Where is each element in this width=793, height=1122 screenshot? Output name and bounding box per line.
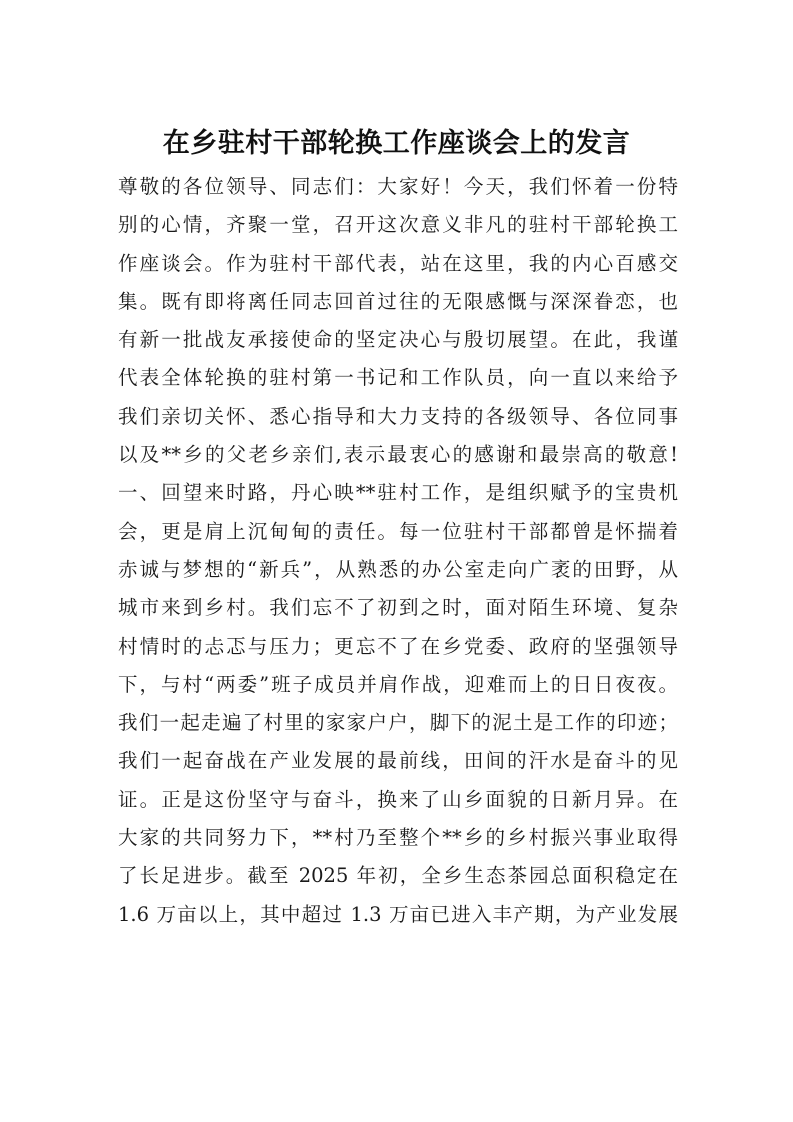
body-line: 我们亲切关怀、悉心指导和大力支持的各级领导、各位同事 — [118, 404, 678, 428]
body-line: 一、回望来时路，丹心映**驻村工作，是组织赋予的宝贵机 — [118, 481, 678, 505]
body-line: 下，与村“两委”班子成员并肩作战，迎难而上的日日夜夜。 — [118, 672, 678, 696]
body-line: 别的心情，齐聚一堂，召开这次意义非凡的驻村干部轮换工 — [118, 213, 678, 237]
body-line: 证。正是这份坚守与奋斗，换来了山乡面貌的日新月异。在 — [118, 787, 678, 811]
body-line: 作座谈会。作为驻村干部代表，站在这里，我的内心百感交 — [118, 251, 678, 275]
body-line: 村情时的忐忑与压力；更忘不了在乡党委、政府的坚强领导 — [118, 634, 678, 658]
body-line: 集。既有即将离任同志回首过往的无限感慨与深深眷恋，也 — [118, 289, 678, 313]
body-line: 我们一起奋战在产业发展的最前线，田间的汗水是奋斗的见 — [118, 749, 678, 773]
document-body — [118, 168, 678, 934]
body-line: 有新一批战友承接使命的坚定决心与殷切展望。在此，我谨 — [118, 328, 678, 352]
body-line: 城市来到乡村。我们忘不了初到之时，面对陌生环境、复杂 — [118, 596, 678, 620]
body-line: 大家的共同努力下，**村乃至整个**乡的乡村振兴事业取得 — [118, 826, 678, 850]
body-line: 了长足进步。截至 2025 年初，全乡生态茶园总面积稳定在 — [118, 864, 678, 888]
body-line: 代表全体轮换的驻村第一书记和工作队员，向一直以来给予 — [118, 366, 678, 390]
body-line: 1.6 万亩以上，其中超过 1.3 万亩已进入丰产期，为产业发展 — [118, 902, 678, 926]
document-title: 在乡驻村干部轮换工作座谈会上的发言 — [162, 128, 631, 159]
body-line: 赤诚与梦想的“新兵”，从熟悉的办公室走向广袤的田野，从 — [118, 557, 678, 581]
body-line: 尊敬的各位领导、同志们：大家好！今天，我们怀着一份特 — [118, 175, 678, 198]
body-line: 会，更是肩上沉甸甸的责任。每一位驻村干部都曾是怀揣着 — [118, 519, 678, 543]
body-line: 我们一起走遍了村里的家家户户，脚下的泥土是工作的印迹； — [118, 711, 678, 735]
body-line: 以及**乡的父老乡亲们,表示最衷心的感谢和最崇高的敬意! — [118, 443, 678, 467]
